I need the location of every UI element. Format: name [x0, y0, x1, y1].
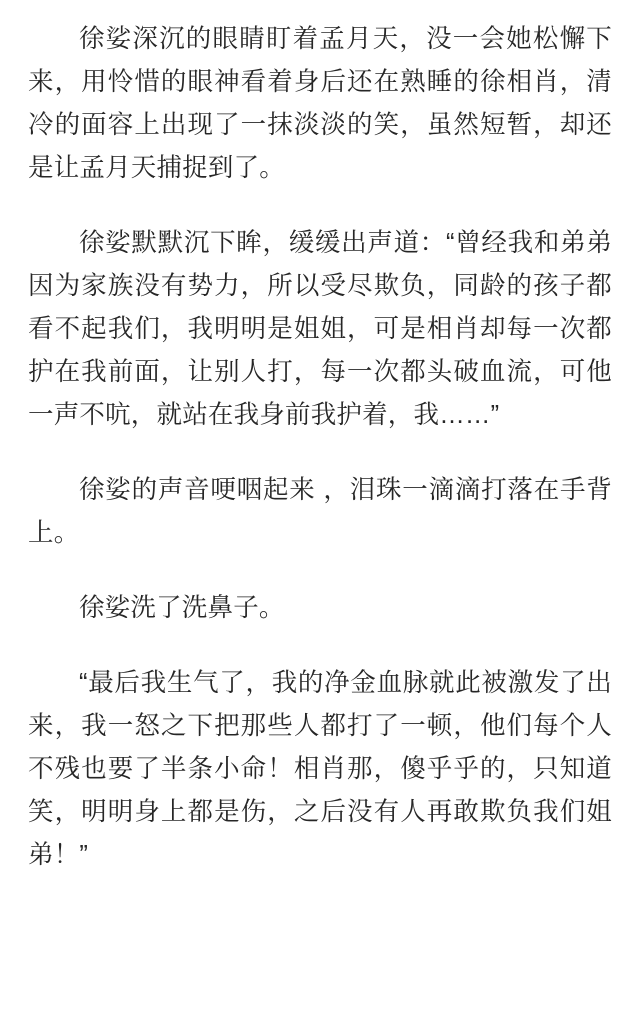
- paragraph: 徐娑的声音哽咽起来 ，泪珠一滴滴打落在手背上。: [28, 476, 612, 547]
- paragraph: “最后我生气了，我的净金血脉就此被激发了出来，我一怒之下把那些人都打了一顿，他们每个人不残也要了半条小命！相肖那，傻乎乎的，只知道笑，明明身上都是伤，之后没有人再敢欺负我们姐弟！”: [28, 669, 612, 869]
- novel-text-body: [28, 18, 612, 877]
- paragraph: 徐娑默默沉下眸，缓缓出声道：“曾经我和弟弟因为家族没有势力，所以受尽欺负，同龄的孩子都看不起我们，我明明是姐姐，可是相肖却每一次都护在我前面，让别人打，每一次都头破血流，可他一声不吭，就站在我身前我护着，我……”: [28, 229, 612, 429]
- paragraph: 徐娑洗了洗鼻子。: [79, 594, 285, 622]
- paragraph: 徐娑深沉的眼睛盯着孟月天，没一会她松懈下来，用怜惜的眼神看着身后还在熟睡的徐相肖，清冷的面容上出现了一抹淡淡的笑，虽然短暂，却还是让孟月天捕捉到了。: [28, 25, 612, 182]
